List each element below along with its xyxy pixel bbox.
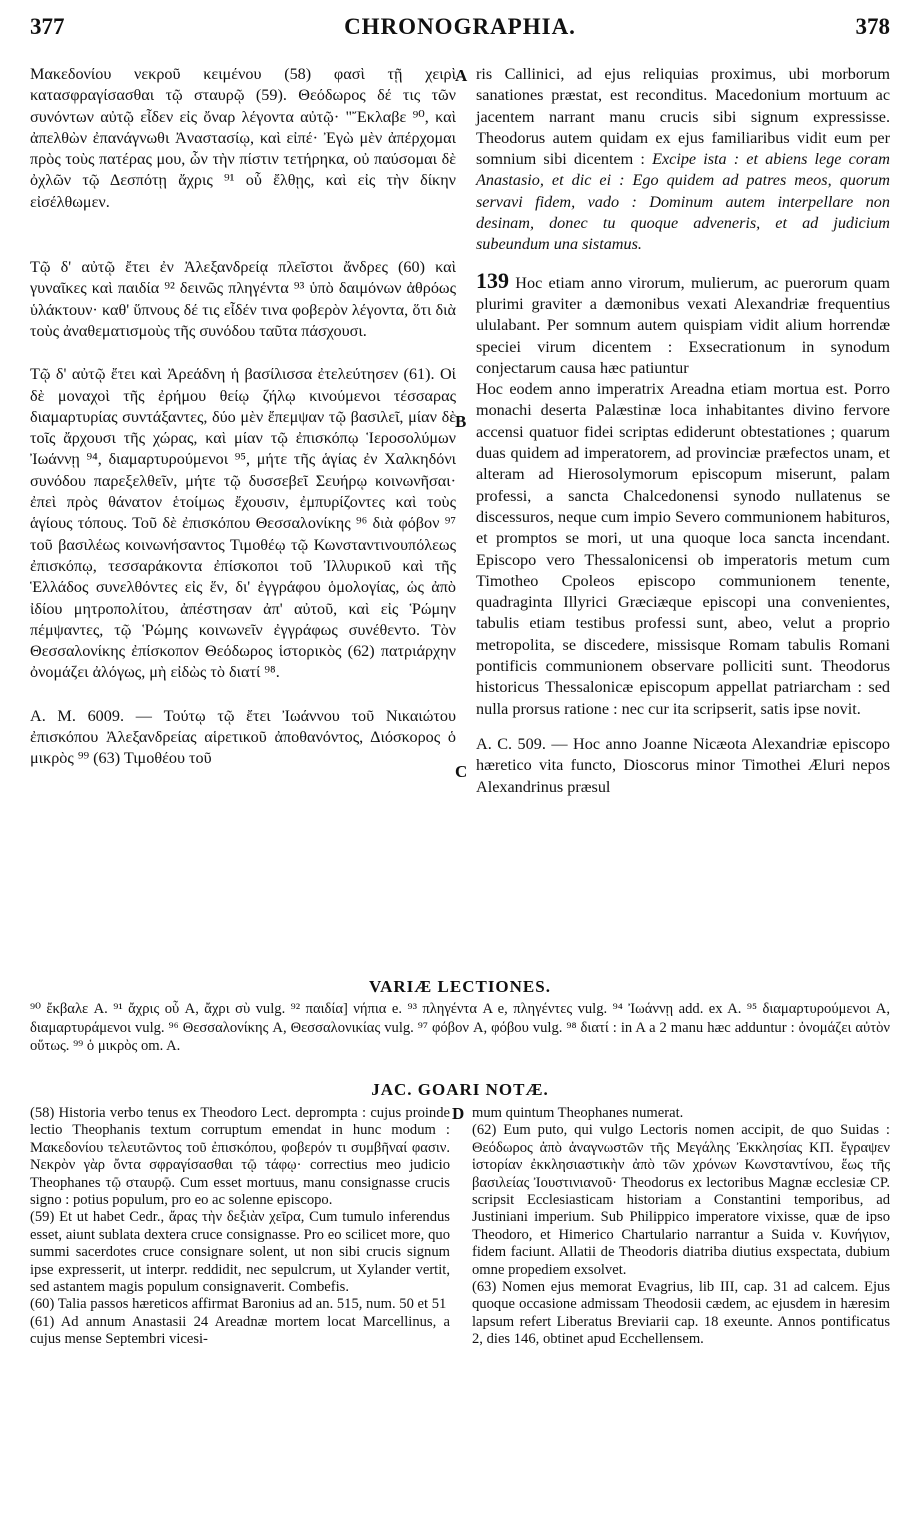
latin-paragraph-1-text: ris Callinici, ad ejus reliquias proximus, ubi morborum sanationes præstat, est reconditus. Macedonium mortuum ac jacentem narrant manu crucis sibi signum expressisse. Theodorus autem quidam ex ejus familiaribus vidit eum per somnium sibi dicentem :: [476, 65, 890, 169]
greek-paragraph-2: Τῷ δ' αὐτῷ ἔτει ἐν Ἀλεξανδρείᾳ πλεῖστοι ἄνδρες (60) καὶ γυναῖκες καὶ παιδία ⁹² δεινῶς πληγέντα ⁹³ ὑπὸ δαιμόνων ἀθρόως ὑλάκτουν· καθ' ὕπνους δέ τις εἶδέν τινα φοβερὸν λέγοντα, ὅτι διὰ τοὺς ἀναθεματισμοὺς τῆς συνόδου ταῦτα πάσχουσι.: [30, 258, 456, 340]
latin-column: [476, 64, 890, 798]
note-63: (63) Nomen ejus memorat Evagrius, lib III, cap. 31 ad calcem. Ejus quoque occasione admissam Theodosii cædem, ac ejusdem in hæresim lapsum refert Liberatus Breviarii cap. 18 exeunte. Annos pontificatus 2, dies 146, obtinet apud Ecchellensem.: [472, 1279, 890, 1348]
notae-title: JAC. GOARI NOTÆ.: [371, 1080, 549, 1099]
latin-paragraph-1-italic: Excipe ista : et abiens lege coram Anastasio, et dic ei : Ego quidem ad patres meos, quorum servavi fidem, vado : Dominum autem interpellare non desinam, donec tu quoque adveneris, et ad judicium subeundum una sistamus.: [476, 150, 890, 254]
margin-letter-a: A: [455, 66, 468, 85]
page-number-right: 378: [855, 14, 890, 39]
greek-paragraph-1: Μακεδονίου νεκροῦ κειμένου (58) φασὶ τῇ χειρὶ κατασφραγίσασθαι τῷ σταυρῷ (59). Θεόδωρος δέ τις τῶν συνόντων αὐτῷ εἶδεν εἰς ὄναρ λέγοντα αὐτῷ· "Ἔκλαβε ⁹⁰, καὶ ἀπελθὼν ἐπανάγνωθι Ἀναστασίῳ, καὶ εἰπέ· Ἐγὼ μὲν ἀπέρχομαι πρὸς τοὺς πατέρας μου, ὧν τὴν πίστιν τετήρηκα, οὐ παύσομαι δὲ ὀχλῶν τῷ Δεσπότῃ ἄχρις ⁹¹ οὗ ἔλθῃς, καὶ εἰς τὴν δίκην εἰσέλθωμεν.: [30, 65, 456, 211]
margin-letter-c: C: [455, 762, 468, 781]
latin-paragraph-1: [476, 64, 890, 256]
notes-right-column: [472, 1105, 890, 1349]
variae-lectiones-text: ⁹⁰ ἔκβαλε A. ⁹¹ ἄχρις οὗ A, ἄχρι σὺ vulg. ⁹² παιδία] νήπια e. ⁹³ πληγέντα A e, πληγέντες vulg. ⁹⁴ Ἰωάννῃ add. ex A. ⁹⁵ διαμαρτυρούμενοι A, διαμαρτυράμενοι vulg. ⁹⁶ Θεσσαλονίκης A, Θεσσαλονικίας vulg. ⁹⁷ φόβον A, φόβου vulg. ⁹⁸ διατί : in A a 2 manu hæc adduntur : ὀνομάζει αὐτὸν οὕτως. ⁹⁹ ὁ μικρὸς om. A.: [30, 1001, 890, 1055]
note-61-continued: mum quintum Theophanes numerat.: [472, 1105, 684, 1121]
note-61: (61) Ad annum Anastasii 24 Areadnæ mortem locat Marcellinus, a cujus mense Septembri vicesi-: [30, 1313, 450, 1348]
note-60: (60) Talia passos hæreticos affirmat Baronius ad an. 515, num. 50 et 51: [30, 1296, 447, 1313]
latin-paragraph-3: Hoc eodem anno imperatrix Areadna etiam mortua est. Porro monachi deserta Palæstinæ loca inhabitantes divino fervore accensi quatuor fidei scriptas ediderunt obtestationes ; quarum duas quidem ad imperatorem, ad provinciæ præfectos unam, et alteram ad Hierosolymorum episcopum miserunt, palam professi, a sancta Chalcedonensi synodo nullatenus se discessuros, neque cum impio Severo communionem habituros, et promptos se mori, ut una quoque loca sancta incendant. Episcopo vero Thessalonicensi ob imperatoris metum cum Timotheo Cpoleos episcopo communionem tenente, quadraginta Illyrici Græciæque episcopi una convenientes, tabulis etiam testibus professi sunt, abeo, velut a proprio metropolita, se discedere, missisque Romam tabulis Romani pontificis communionem observare polliciti sunt. Theodorus historicus Thessalonicæ episcopum appellat patriarcham : sed nulla prorsus ratione : nec cur ita scripserit, satis ipse novit.: [476, 380, 890, 718]
greek-paragraph-3: Τῷ δ' αὐτῷ ἔτει καὶ Ἀρεάδνη ἡ βασίλισσα ἐτελεύτησεν (61). Οἱ δὲ μοναχοὶ τῆς ἐρήμου θείῳ ζήλῳ κινούμενοι τέσσαρας διαμαρτυρίας συντάξαντες, δύο μὲν ἔπεμψαν τῷ βασιλεῖ, μίαν δὲ τοῖς ἄρχουσι τῆς χώρας, καὶ μίαν τῷ ἐπισκόπῳ Ἱεροσολύμων Ἰωάννῃ ⁹⁴, διαμαρτυρούμενοι ⁹⁵, μήτε τῆς ἁγίας ἐν Χαλκηδόνι συνόδου παρεξελθεῖν, μήτε τῷ δυσσεβεῖ Σευήρῳ κοινωνῆσαι· ἐπεὶ πρὸς θάνατον ἑτοίμως ἔχουσιν, ἐμπυρίζοντες καὶ τοὺς ἁγίους τόπους. Τοῦ δὲ ἐπισκόπου Θεσσαλονίκης ⁹⁶ διὰ φόβον ⁹⁷ τοῦ βασιλέως κοινωνήσαντος Τιμοθέῳ τῷ Κωνσταντινουπόλεως ἐπισκόπῳ, τεσσαράκοντα ἐπίσκοποι τοῦ Ἰλλυρικοῦ καὶ τῆς Ἑλλάδος συνελθόντες εἰς ἕν, δι' ἐγγράφου ὁμολογίας, ὡς ἀπὸ ἰδίου μητροπολίτου, ἀπέστησαν ἀπ' αὐτοῦ, καὶ εἰς Ῥώμην πέμψαντες, τῷ Ῥώμης κοινωνεῖν ἐγγράφως συνέθεντο. Τὸν Θεσσαλονίκης ἐπίσκοπον Θεόδωρος ἱστορικὸς (62) πατριάρχην ὀνομάζει ἀλόγως, μὴ εἰδὼς τὸ διατί ⁹⁸.: [30, 365, 456, 682]
page-header: [30, 14, 890, 50]
latin-paragraph-2: [476, 267, 891, 379]
margin-letter-d: D: [452, 1104, 465, 1123]
greek-paragraph-4: A. M. 6009. — Τούτῳ τῷ ἔτει Ἰωάννου τοῦ Νικαιώτου ἐπισκόπου Ἀλεξανδρείας αἱρετικοῦ ἀποθανόντος, Διόσκορος ὁ μικρὸς ⁹⁹ (63) Τιμοθέου τοῦ: [30, 706, 456, 768]
greek-column: [30, 64, 456, 770]
running-title: CHRONOGRAPHIA.: [344, 14, 576, 39]
note-59: (59) Et ut habet Cedr., ἄρας τὴν δεξιὰν χεῖρα, Cum tumulo inferendus esset, aiunt sublata dextera cruce consignasse. Pro eo scilicet more, quo summi sacerdotes cruce consignare solent, ut non sibi crucis signum ipse expresserit, ut interpr. reddidit, nec sepulcrum, ut Xylander vertit, sed astantem magis populum consignaverit. Combefis.: [30, 1209, 450, 1296]
note-58: (58) Historia verbo tenus ex Theodoro Lect. deprompta : cujus proinde lectio Theophanis textum corruptum emendat in hunc modum : Μακεδονίου τελευτῶντος τοῦ ἐπισκόπου, φοβερόν τι συμβῆναί φασιν. Νεκρὸν γὰρ ὄντα σφραγίσασθαι τῷ τάφῳ· correctius meo judicio Theophanes τῷ σταυρῷ. Cum esset mortuus, manu consignasse crucis signo : potius populum, pro eo ac solenne episcopo.: [30, 1105, 450, 1209]
page-number-left: 377: [30, 14, 65, 39]
latin-paragraph-4: A. C. 509. — Hoc anno Joanne Nicæota Alexandriæ episcopo hæretico vita functo, Dioscorus minor Timothei Æluri nepos Alexandrinus præsul: [476, 734, 890, 796]
section-number: 139: [476, 267, 509, 293]
variae-lectiones-title: VARIÆ LECTIONES.: [369, 977, 551, 996]
note-62: (62) Eum puto, qui vulgo Lectoris nomen accipit, de quo Suidas : Θεόδωρος ἀπὸ ἀναγνωστῶν τῆς Μεγάλης Ἐκκλησίας ΚΠ. ἔγραψεν ἱστορίαν ἐκκλησιαστικὴν ἀπὸ τῶν χρόνων Κωνσταντίνου, ἕως τῆς βασιλείας Ἰουστινιανοῦ· Theodorus ex lectoribus Magnæ ecclesiæ CP. scripsit Ecclesiasticam historiam a Constantini temporibus, ad Justiniani imperium. Sub Philippico imperatore vixisse, quæ de ipso Theodoro, et Himerico Chartulario narrantur a Suida v. Κυνήγιον, fidem faciunt. Allatii de Theodoris diatriba diutius exspectata, dubium omne propediem exsolvet.: [472, 1122, 890, 1278]
margin-letter-b: B: [455, 412, 467, 431]
latin-paragraph-2-text: Hoc etiam anno virorum, mulierum, ac puerorum quam plurimi graviter a dæmonibus vexati Alexandriæ frequentius ululabant. Per somnum autem quispiam vidit alium horrendæ speciei virum dicentem : Exsecrationum in synodum conjectarum causa hæc patiuntur: [476, 273, 891, 377]
notes-left-column: [30, 1105, 450, 1349]
